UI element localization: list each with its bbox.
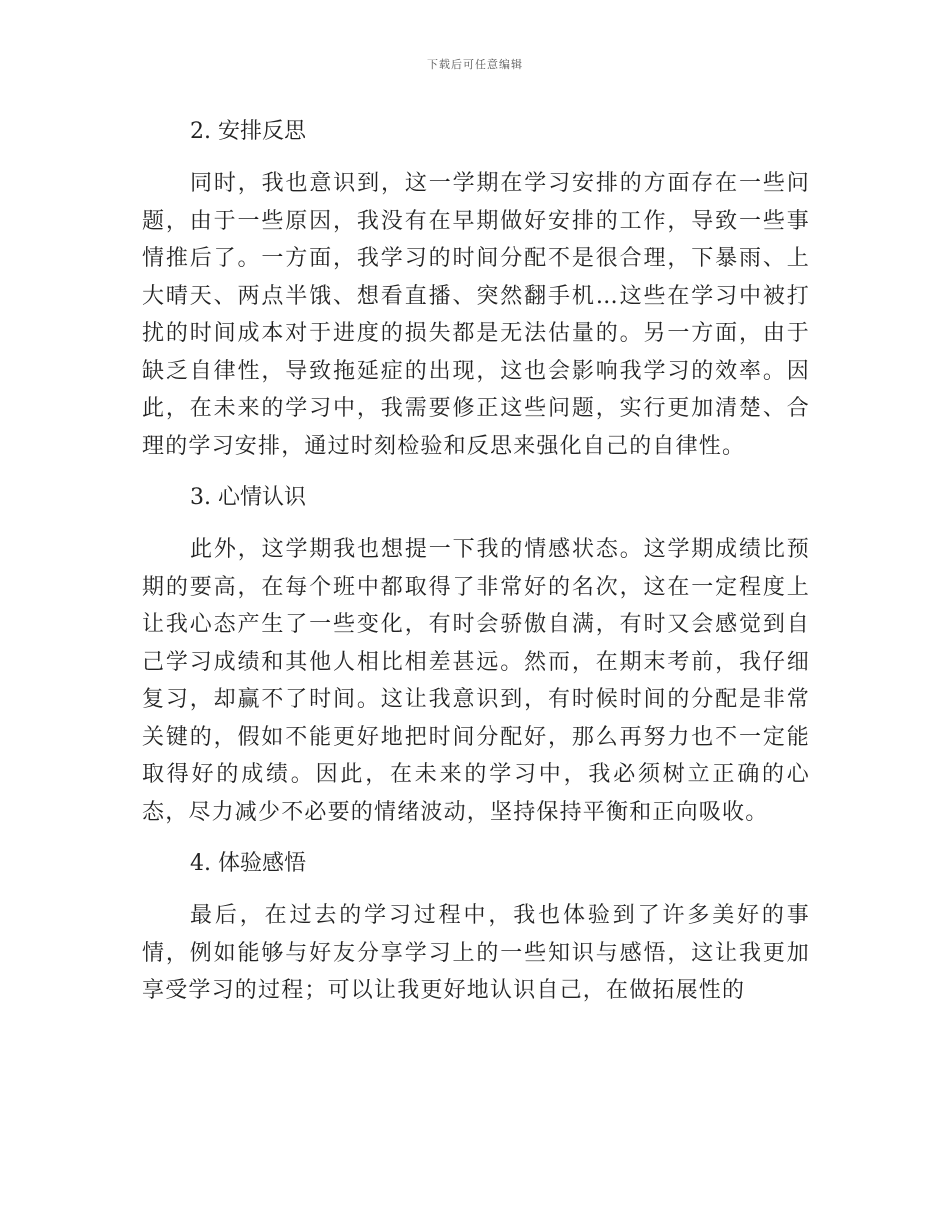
section-heading-mood: 3. 心情认识 bbox=[190, 485, 306, 510]
section-paragraph-experience: 最后，在过去的学习过程中，我也体验到了许多美好的事情，例如能够与好友分享学习上的一些知识与感悟，这让我更加享受学习的过程；可以让我更好地认识自己，在做拓展性的 bbox=[142, 903, 810, 1003]
section-heading-arrangement: 2. 安排反思 bbox=[190, 119, 306, 144]
section-paragraph-arrangement: 同时，我也意识到，这一学期在学习安排的方面存在一些问题，由于一些原因，我没有在早期做好安排的工作，导致一些事情推后了。一方面，我学习的时间分配不是很合理，下暴雨、上大晴天、两点半饿、想看直播、突然翻手机…这些在学习中被打扰的时间成本对于进度的损失都是无法估量的。另一方面，由于缺乏自律性，导致拖延症的出现，这也会影响我学习的效率。因此，在未来的学习中，我需要修正这些问题，实行更加清楚、合理的学习安排，通过时刻检验和反思来强化自己的自律性。 bbox=[142, 171, 810, 459]
section-paragraph-mood: 此外，这学期我也想提一下我的情感状态。这学期成绩比预期的要高，在每个班中都取得了非常好的名次，这在一定程度上让我心态产生了一些变化，有时会骄傲自满，有时又会感觉到自己学习成绩和其他人相比相差甚远。然而，在期末考前，我仔细复习，却赢不了时间。这让我意识到，有时候时间的分配是非常关键的，假如不能更好地把时间分配好，那么再努力也不一定能取得好的成绩。因此，在未来的学习中，我必须树立正确的心态，尽力减少不必要的情绪波动，坚持保持平衡和正向吸收。 bbox=[142, 537, 810, 825]
page-header-note: 下载后可任意编辑 bbox=[427, 58, 523, 71]
document-body bbox=[142, 112, 810, 1023]
section-heading-experience: 4. 体验感悟 bbox=[190, 851, 306, 876]
